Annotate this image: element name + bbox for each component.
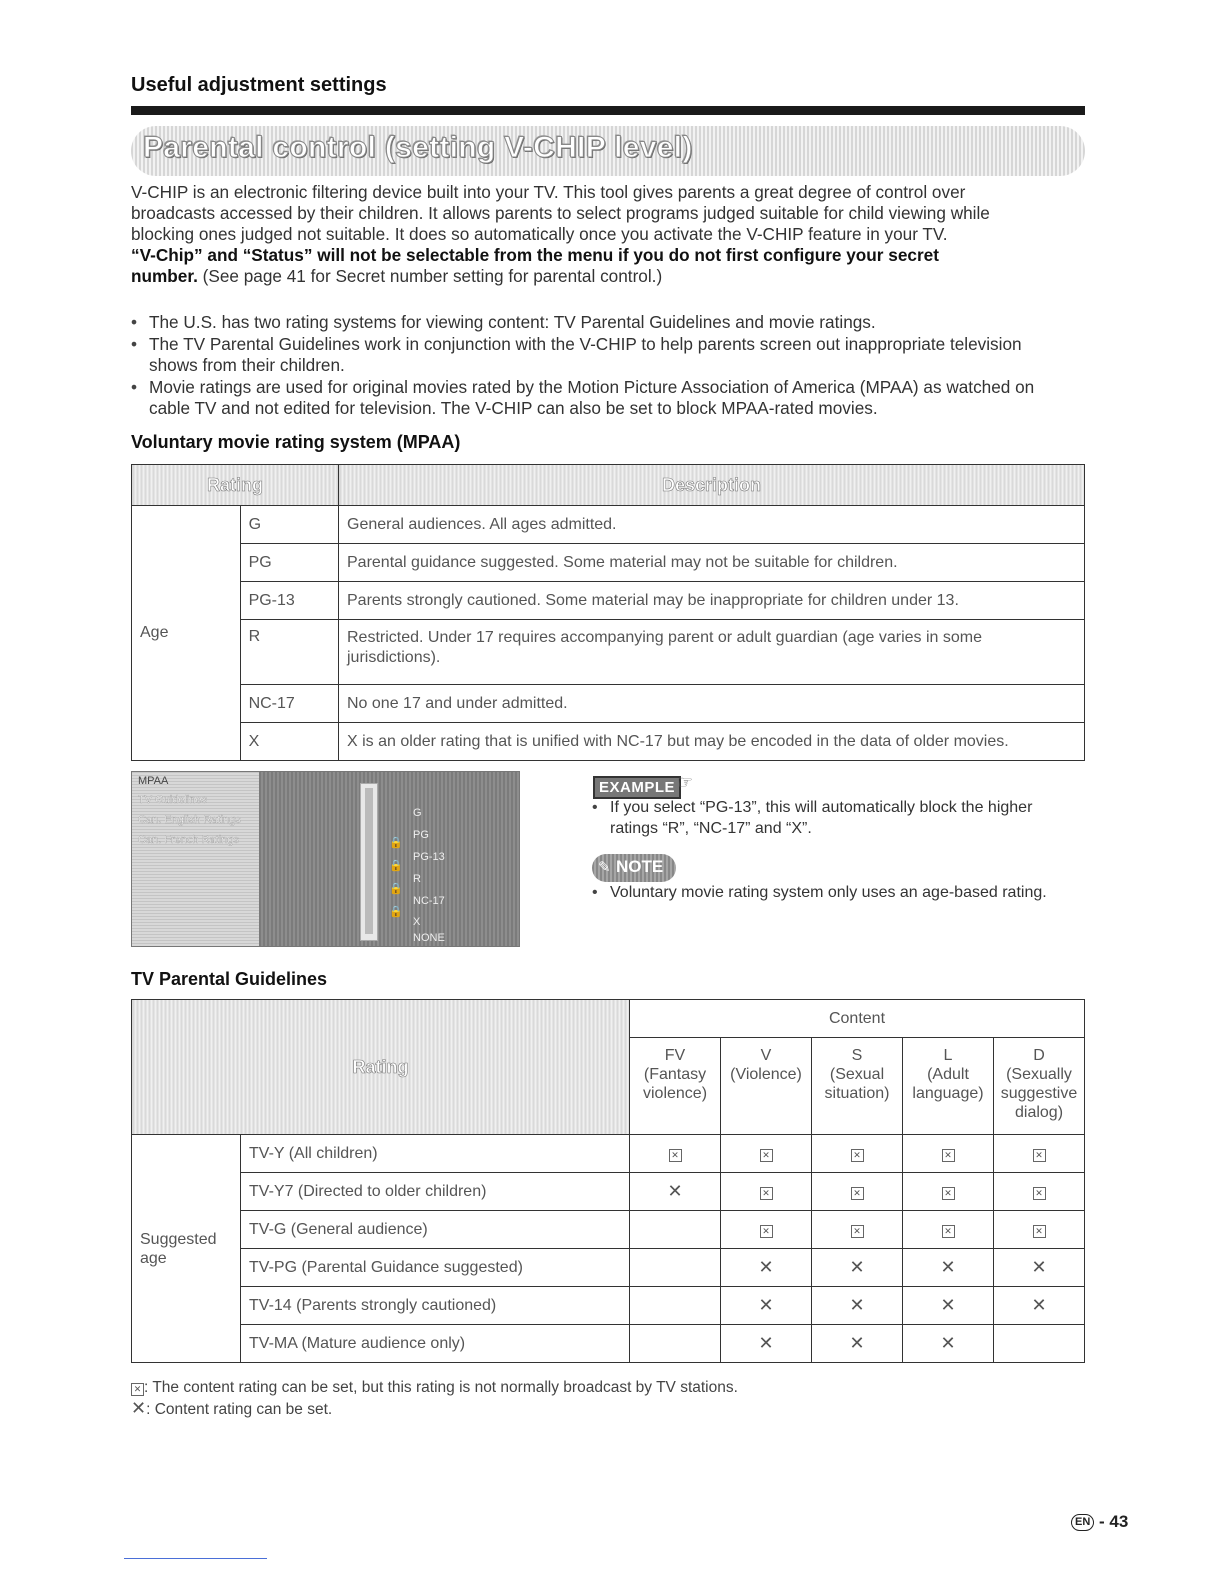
bullet-item: • Movie ratings are used for original movies rated by the Motion Picture Association of America (MPAA) as watched on cable TV and not edited for television. The V-CHIP can also be set to block MPAA-rated movies.: [131, 377, 1046, 420]
table-row: [132, 723, 1085, 761]
intro-tail: (See page 41 for Secret number setting for parental control.): [197, 266, 663, 286]
x-mark: [903, 1287, 994, 1325]
table-row: [132, 1211, 1085, 1249]
tvpg-col-rating: Rating: [132, 1000, 630, 1135]
boxed-x-icon: ✕: [1033, 1149, 1046, 1162]
page-title: Parental control (setting V-CHIP level): [143, 131, 693, 164]
boxed-x-mark: [812, 1173, 903, 1211]
note-badge: [592, 854, 676, 882]
x-mark-icon: ✕: [758, 1333, 774, 1353]
x-mark: [994, 1287, 1085, 1325]
boxed-x-icon: ✕: [760, 1187, 773, 1200]
menu-item-mpaa: MPAA: [138, 775, 169, 787]
table-row: [132, 1287, 1085, 1325]
mpaa-description: Restricted. Under 17 requires accompanying parent or adult guardian (age varies in some jurisdictions).: [339, 620, 1085, 685]
boxed-x-mark: [721, 1135, 812, 1173]
pointing-hand-icon: ☞: [677, 772, 694, 792]
note-list: [592, 882, 1072, 904]
boxed-x-mark: [721, 1211, 812, 1249]
lock-icon: 🔒: [389, 906, 403, 918]
legend-box-text: : The content rating can be set, but this rating is not normally broadcast by TV stations.: [144, 1379, 738, 1396]
tvpg-col-content: Content: [630, 1000, 1085, 1038]
x-mark-icon: ✕: [131, 1398, 147, 1418]
menu-panel: [132, 772, 259, 946]
mpaa-description: X is an older rating that is unified with NC-17 but may be encoded in the data of older movies.: [339, 723, 1085, 761]
bullet-item: • The U.S. has two rating systems for viewing content: TV Parental Guidelines and movie ratings.: [131, 312, 1046, 334]
x-mark-icon: ✕: [940, 1333, 956, 1353]
content-col-desc: (Sexual: [829, 1066, 885, 1083]
boxed-x-icon: ✕: [760, 1149, 773, 1162]
intro-bold: “V-Chip” and “Status” will not be selectable from the menu if you do not first configure your secret: [131, 245, 939, 265]
table-row: [132, 582, 1085, 620]
content-col-desc: dialog): [1014, 1104, 1064, 1121]
boxed-x-icon: ✕: [942, 1187, 955, 1200]
legend-box-line: [131, 1378, 738, 1398]
boxed-x-icon: ✕: [669, 1149, 682, 1162]
example-line: • If you select “PG-13”, this will automatically block the higher: [610, 799, 1033, 816]
lock-icon: 🔒: [389, 860, 403, 872]
x-mark: [630, 1173, 721, 1211]
x-mark-icon: ✕: [1031, 1295, 1047, 1315]
mpaa-group-age: Age: [132, 506, 241, 761]
mpaa-description: General audiences. All ages admitted.: [339, 506, 1085, 544]
table-row: [132, 506, 1085, 544]
page-number-text: - 43: [1099, 1512, 1129, 1531]
x-mark: [903, 1249, 994, 1287]
boxed-x-mark: [903, 1135, 994, 1173]
mpaa-rating: X: [240, 723, 338, 761]
intro-paragraph: [131, 182, 1091, 287]
rating-label: X: [413, 916, 421, 928]
language-badge: EN: [1071, 1514, 1094, 1531]
tvpg-rating: TV-G (General audience): [241, 1211, 630, 1249]
boxed-x-icon: ✕: [760, 1225, 773, 1238]
bullet-item: • The TV Parental Guidelines work in conjunction with the V-CHIP to help parents screen out inappropriate television shows from their children.: [131, 334, 1046, 377]
content-col-desc: (Adult: [927, 1066, 969, 1083]
mpaa-rating: PG: [240, 544, 338, 582]
mpaa-heading: Voluntary movie rating system (MPAA): [131, 432, 461, 452]
example-badge: EXAMPLE: [593, 776, 681, 799]
mpaa-rating: R: [240, 620, 338, 685]
content-col-code: S: [851, 1047, 863, 1064]
legend-x-text: : Content rating can be set.: [146, 1401, 333, 1418]
mpaa-description: Parental guidance suggested. Some material may not be suitable for children.: [339, 544, 1085, 582]
vchip-screen-illustration: [131, 771, 520, 947]
intro-line: V-CHIP is an electronic filtering device built into your TV. This tool gives parents a great degree of control over: [131, 182, 966, 202]
boxed-x-icon: ✕: [851, 1149, 864, 1162]
boxed-x-mark: [721, 1173, 812, 1211]
content-col-d: [994, 1038, 1085, 1135]
example-list: [592, 797, 1062, 839]
boxed-x-mark: [994, 1173, 1085, 1211]
boxed-x-icon: ✕: [942, 1225, 955, 1238]
content-col-s: [812, 1038, 903, 1135]
boxed-x-icon: ✕: [1033, 1225, 1046, 1238]
content-col-code: FV: [664, 1047, 686, 1064]
boxed-x-mark: [630, 1135, 721, 1173]
boxed-x-mark: [812, 1211, 903, 1249]
table-row: [132, 544, 1085, 582]
group-label: Suggested: [140, 1230, 217, 1248]
section-title: Useful adjustment settings: [131, 74, 387, 96]
x-mark: [721, 1325, 812, 1363]
mpaa-table: [131, 464, 1085, 761]
group-label: age: [140, 1249, 167, 1267]
note-label: NOTE: [616, 857, 664, 876]
content-col-fv: [630, 1038, 721, 1135]
x-mark: [812, 1249, 903, 1287]
rating-slider: [360, 783, 378, 941]
tvpg-heading: TV Parental Guidelines: [131, 969, 328, 989]
x-mark: [812, 1325, 903, 1363]
mpaa-col-description: Description: [339, 465, 1085, 506]
boxed-x-mark: [812, 1135, 903, 1173]
x-mark-icon: ✕: [667, 1181, 683, 1201]
x-mark-icon: ✕: [758, 1295, 774, 1315]
x-mark-icon: ✕: [940, 1257, 956, 1277]
content-col-code: L: [943, 1047, 953, 1064]
section-rule: [131, 106, 1085, 115]
boxed-x-mark: [903, 1211, 994, 1249]
tvpg-table: [131, 999, 1085, 1363]
mpaa-description: Parents strongly cautioned. Some material may be inappropriate for children under 13.: [339, 582, 1085, 620]
x-mark: [812, 1287, 903, 1325]
table-row: [132, 1249, 1085, 1287]
example-item: [592, 797, 1062, 839]
table-row: [132, 1135, 1085, 1173]
intro-line: blocking ones judged not suitable. It does so automatically once you activate the V-CHIP feature in your TV.: [131, 224, 948, 244]
example-line: ratings “R”, “NC-17” and “X”.: [610, 820, 812, 837]
x-mark-icon: ✕: [849, 1257, 865, 1277]
empty-cell: [630, 1249, 721, 1287]
content-col-desc: (Fantasy: [643, 1066, 707, 1083]
rating-label: NONE: [413, 932, 445, 944]
note-item: • Voluntary movie rating system only uses an age-based rating.: [592, 882, 1072, 904]
tvpg-rating: TV-14 (Parents strongly cautioned): [241, 1287, 630, 1325]
table-row: [132, 685, 1085, 723]
boxed-x-icon: ✕: [851, 1225, 864, 1238]
footer-divider: [124, 1558, 267, 1559]
boxed-x-icon: ✕: [131, 1383, 144, 1396]
legend: [131, 1378, 738, 1420]
mpaa-rating: G: [240, 506, 338, 544]
empty-cell: [630, 1325, 721, 1363]
content-col-desc: (Sexually: [1006, 1066, 1072, 1083]
tvpg-rating: TV-PG (Parental Guidance suggested): [241, 1249, 630, 1287]
rating-panel: [259, 772, 519, 946]
table-row: [132, 620, 1085, 685]
pencil-icon: ✎: [598, 859, 611, 876]
mpaa-rating: NC-17: [240, 685, 338, 723]
lock-icon: 🔒: [389, 883, 403, 895]
boxed-x-mark: [994, 1211, 1085, 1249]
title-banner: [131, 126, 1085, 176]
boxed-x-icon: ✕: [942, 1149, 955, 1162]
page-number: [1071, 1512, 1128, 1532]
boxed-x-icon: ✕: [851, 1187, 864, 1200]
menu-item-can-english: Can. English Ratings: [138, 814, 241, 826]
content-col-v: [721, 1038, 812, 1135]
x-mark: [994, 1249, 1085, 1287]
content-col-desc: suggestive: [1000, 1085, 1078, 1102]
lock-icon: 🔒: [389, 837, 403, 849]
content-col-l: [903, 1038, 994, 1135]
x-mark-icon: ✕: [940, 1295, 956, 1315]
intro-line: broadcasts accessed by their children. It allows parents to select programs judged suitable for child viewing while: [131, 203, 990, 223]
tvpg-rating: TV-MA (Mature audience only): [241, 1325, 630, 1363]
intro-bold: number.: [131, 266, 198, 286]
bullet-list: [131, 312, 1046, 420]
content-col-code: V: [760, 1047, 772, 1064]
x-mark: [903, 1325, 994, 1363]
table-row: [132, 1325, 1085, 1363]
rating-label: R: [413, 873, 421, 885]
mpaa-description: No one 17 and under admitted.: [339, 685, 1085, 723]
rating-label: PG-13: [413, 851, 445, 863]
boxed-x-mark: [994, 1135, 1085, 1173]
tvpg-rating: TV-Y7 (Directed to older children): [241, 1173, 630, 1211]
x-mark-icon: ✕: [1031, 1257, 1047, 1277]
table-row: [132, 1173, 1085, 1211]
content-col-desc: violence): [642, 1085, 708, 1102]
empty-cell: [630, 1287, 721, 1325]
mpaa-rating: PG-13: [240, 582, 338, 620]
boxed-x-icon: ✕: [1033, 1187, 1046, 1200]
boxed-x-mark: [903, 1173, 994, 1211]
content-col-code: D: [1033, 1047, 1045, 1064]
content-col-desc: language): [912, 1085, 984, 1102]
tvpg-rating: TV-Y (All children): [241, 1135, 630, 1173]
legend-x-line: [131, 1398, 738, 1420]
content-col-desc: situation): [824, 1085, 890, 1102]
x-mark-icon: ✕: [758, 1257, 774, 1277]
menu-item-can-french: Can. French Ratings: [138, 834, 239, 846]
rating-label: G: [413, 807, 422, 819]
menu-item-tv-guidelines: TV Guidelines: [138, 794, 208, 806]
tvpg-group-suggested-age: [132, 1135, 241, 1363]
empty-cell: [994, 1325, 1085, 1363]
rating-label: NC-17: [413, 895, 445, 907]
mpaa-col-rating: Rating: [132, 465, 339, 506]
x-mark: [721, 1249, 812, 1287]
empty-cell: [630, 1211, 721, 1249]
rating-label: PG: [413, 829, 429, 841]
x-mark: [721, 1287, 812, 1325]
slider-track: [365, 788, 373, 934]
x-mark-icon: ✕: [849, 1295, 865, 1315]
content-col-desc: (Violence): [730, 1066, 802, 1083]
x-mark-icon: ✕: [849, 1333, 865, 1353]
